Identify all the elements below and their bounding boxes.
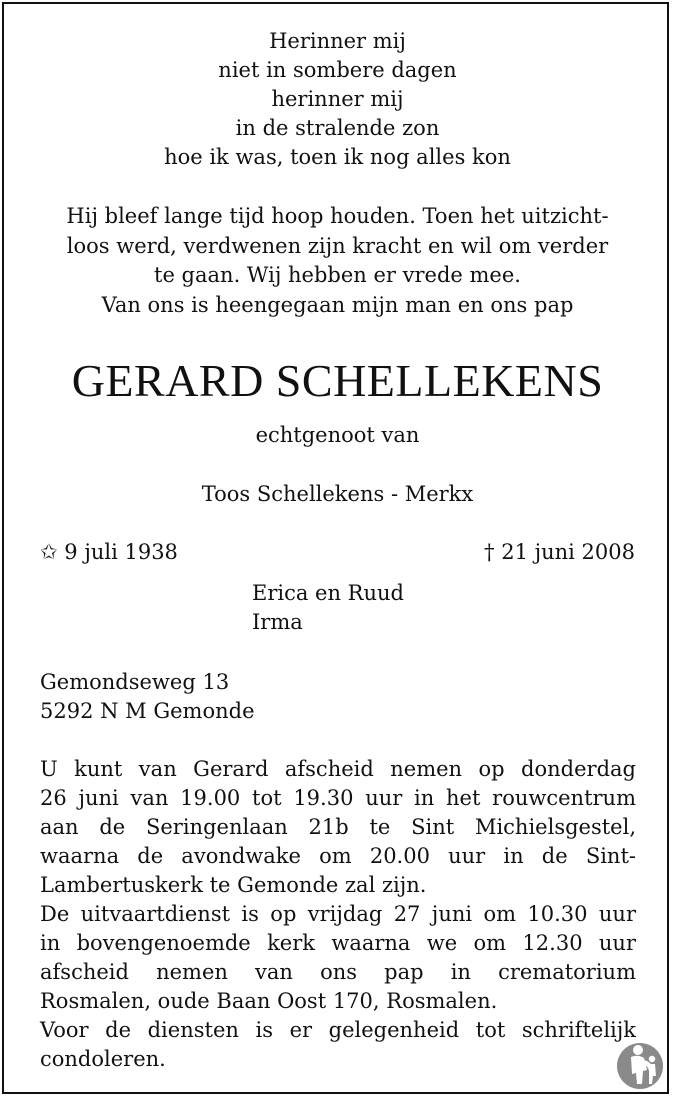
spouse-label: echtgenoot van [255, 423, 420, 447]
info-line: Voor de diensten is er gelegenheid tot schriftelijk [40, 1018, 636, 1042]
death-date-line [484, 538, 635, 566]
children-line: Irma [252, 610, 303, 634]
info-line: afscheid nemen van ons pap in crematorium [40, 960, 636, 984]
birth-date: 9 juli 1938 [64, 540, 178, 564]
deceased-name: GERARD SCHELLEKENS [71, 355, 604, 406]
address-line: Gemondseweg 13 [40, 670, 230, 694]
death-cross-icon: † [484, 540, 495, 564]
intro-text [0, 202, 675, 320]
info-line: waarna de avondwake om 20.00 uur in de Sint- [40, 844, 636, 868]
info-line: aan de Seringenlaan 21b te Sint Michielsgestel, [40, 815, 636, 839]
intro-line: Hij bleef lange tijd hoop houden. Toen het uitzicht- [66, 204, 609, 228]
funeral-info [40, 755, 636, 1074]
death-date: 21 juni 2008 [501, 540, 635, 564]
poem-line: in de stralende zon [235, 116, 440, 140]
children-list [252, 579, 404, 637]
info-line: De uitvaartdienst is op vrijdag 27 juni om 10.30 uur [40, 902, 636, 926]
intro-line: te gaan. Wij hebben er vrede mee. [154, 263, 521, 287]
info-line: Rosmalen, oude Baan Oost 170, Rosmalen. [40, 989, 498, 1013]
birth-date-line [40, 538, 178, 566]
address-line: 5292 N M Gemonde [40, 699, 255, 723]
info-line: condoleren. [40, 1047, 166, 1071]
poem [0, 27, 675, 172]
intro-line: Van ons is heengegaan mijn man en ons pap [101, 292, 574, 317]
birth-star-icon: ✩ [40, 540, 58, 564]
poem-line: niet in sombere dagen [218, 58, 457, 82]
info-line: Lambertuskerk te Gemonde zal zijn. [40, 873, 427, 897]
children-line: Erica en Ruud [252, 581, 404, 605]
address [40, 668, 255, 726]
info-line: in bovengenoemde kerk waarna we om 12.30 uur [40, 931, 636, 955]
memorial-figure-icon [616, 1040, 664, 1090]
info-line: 26 juni van 19.00 tot 19.30 uur in het rouwcentrum [40, 786, 636, 810]
poem-line: hoe ik was, toen ik nog alles kon [164, 145, 511, 169]
poem-line: Herinner mij [269, 29, 406, 53]
spouse-name: Toos Schellekens - Merkx [201, 482, 474, 506]
info-line: U kunt van Gerard afscheid nemen op donderdag [40, 757, 636, 781]
intro-line: loos werd, verdwenen zijn kracht en wil om verder [66, 233, 609, 258]
poem-line: herinner mij [271, 87, 404, 111]
